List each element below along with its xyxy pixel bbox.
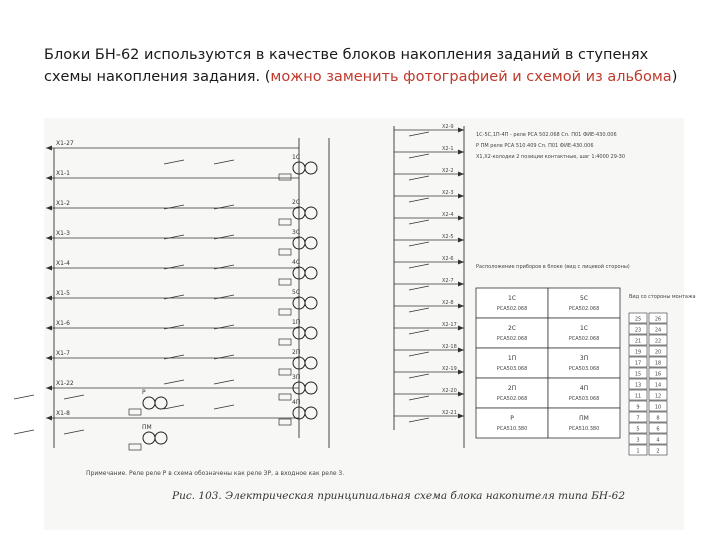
cell-name: 1С bbox=[507, 295, 517, 302]
contact-box bbox=[279, 394, 291, 400]
right-terminal-label: X2-21 bbox=[442, 410, 457, 416]
wire-arrow bbox=[458, 370, 464, 375]
pin-label: 16 bbox=[654, 371, 662, 378]
pin-label: 4 bbox=[656, 437, 660, 444]
pin-label: 20 bbox=[654, 349, 662, 356]
wire-arrow bbox=[458, 304, 464, 309]
wire-arrow bbox=[458, 150, 464, 155]
contact bbox=[164, 380, 184, 384]
relay-label: 5С bbox=[292, 289, 301, 296]
figure-remark: Примечание. Реле реле Р в схема обозначены как реле ЗР, а входное как реле 3. bbox=[86, 470, 345, 477]
contact-box bbox=[279, 279, 291, 285]
wire-arrow bbox=[458, 282, 464, 287]
contact bbox=[64, 395, 84, 399]
pin-label: 21 bbox=[634, 338, 642, 345]
wire-arrow bbox=[46, 146, 52, 151]
contact bbox=[214, 380, 234, 384]
right-terminal-label: X2-6 bbox=[442, 256, 454, 262]
legend-line: X1,X2-колодки 2 позиции контактные, шаг 1:4000 29-30 bbox=[476, 154, 626, 160]
wire-arrow bbox=[46, 296, 52, 301]
pin-label: 10 bbox=[654, 404, 662, 411]
figure-caption: Рис. 103. Электрическая принципиальная схема блока накопителя типа БН-62 bbox=[172, 490, 625, 502]
cell-name: 1П bbox=[507, 355, 517, 362]
relay-label: 4С bbox=[292, 259, 301, 266]
relay-coil bbox=[305, 382, 317, 394]
table-cell bbox=[476, 348, 548, 378]
contact bbox=[14, 395, 34, 399]
right-terminal-label: X2-8 bbox=[442, 300, 454, 306]
wire-arrow bbox=[46, 176, 52, 181]
pin-label: 23 bbox=[634, 327, 642, 334]
cell-name: Р bbox=[510, 415, 514, 422]
cell-name: 2П bbox=[507, 385, 517, 392]
table-cell bbox=[548, 318, 620, 348]
wire-arrow bbox=[46, 236, 52, 241]
legend-line: 1С-5С,1П-4П - реле РСА 502.068 Сп. П01 ФИЕ-430.006 bbox=[476, 132, 617, 138]
relay-coil bbox=[143, 397, 155, 409]
schematic-drawing bbox=[44, 118, 696, 530]
legend-line: Р ПМ реле РСА 510.409 Сп. П01 ФИЕ-430.006 bbox=[476, 143, 594, 149]
contact bbox=[409, 418, 429, 422]
table-cell bbox=[476, 408, 548, 438]
pin-label: 7 bbox=[636, 415, 640, 422]
pin-label: 17 bbox=[634, 360, 642, 367]
pin-label: 15 bbox=[634, 371, 642, 378]
table-cell bbox=[548, 288, 620, 318]
table-cell bbox=[476, 378, 548, 408]
contact bbox=[164, 405, 184, 409]
pin-label: 18 bbox=[654, 360, 662, 367]
pin-label: 5 bbox=[636, 426, 640, 433]
cell-spec: РСА502.068 bbox=[496, 306, 528, 312]
relay-coil bbox=[305, 162, 317, 174]
relay-coil bbox=[305, 267, 317, 279]
heading-note: можно заменить фотографией и схемой из альбома bbox=[270, 69, 672, 85]
side-label: Вид со стороны монтажа bbox=[629, 294, 696, 300]
pin-label: 22 bbox=[654, 338, 662, 345]
contact bbox=[409, 396, 429, 400]
cell-spec: РСА503.068 bbox=[568, 366, 600, 372]
left-terminal-label: X1-27 bbox=[56, 140, 74, 147]
cell-name: ПМ bbox=[579, 415, 589, 422]
wire-arrow bbox=[458, 260, 464, 265]
table-cell bbox=[476, 318, 548, 348]
pin-label: 26 bbox=[654, 316, 662, 323]
contact bbox=[409, 308, 429, 312]
relay-coil bbox=[305, 327, 317, 339]
relay-label: 3С bbox=[292, 229, 301, 236]
table-cell bbox=[476, 288, 548, 318]
table-cell bbox=[548, 408, 620, 438]
right-terminal-label: X2-7 bbox=[442, 278, 454, 284]
left-terminal-label: X1-22 bbox=[56, 380, 74, 387]
wire-arrow bbox=[46, 326, 52, 331]
contact bbox=[409, 352, 429, 356]
wire-arrow bbox=[458, 194, 464, 199]
left-terminal-label: X1-3 bbox=[56, 230, 70, 237]
pin-label: 11 bbox=[634, 393, 642, 400]
table-title: Расположение приборов в блоке (вид с лицевой стороны) bbox=[476, 264, 630, 270]
contact-box bbox=[129, 409, 141, 415]
contact bbox=[409, 176, 429, 180]
pin-label: 6 bbox=[656, 426, 660, 433]
relay-coil bbox=[143, 432, 155, 444]
pin-label: 19 bbox=[634, 349, 642, 356]
pin-label: 9 bbox=[636, 404, 640, 411]
contact bbox=[214, 160, 234, 164]
left-terminal-label: X1-5 bbox=[56, 290, 70, 297]
left-terminal-label: X1-2 bbox=[56, 200, 70, 207]
pin-label: 2 bbox=[656, 448, 660, 455]
right-terminal-label: X2-3 bbox=[442, 190, 454, 196]
right-terminal-label: X2-1 bbox=[442, 146, 454, 152]
slide-heading bbox=[44, 44, 684, 88]
pin-label: 24 bbox=[654, 327, 662, 334]
cell-spec: РСА503.068 bbox=[496, 366, 528, 372]
relay-coil bbox=[305, 407, 317, 419]
table-cell bbox=[548, 378, 620, 408]
heading-close: ) bbox=[671, 69, 678, 85]
right-terminal-label: X2-9 bbox=[442, 124, 454, 130]
relay-label: ПМ bbox=[142, 424, 152, 431]
right-terminal-label: X2-20 bbox=[442, 388, 457, 394]
relay-label: 1С bbox=[292, 154, 301, 161]
wire-arrow bbox=[46, 416, 52, 421]
schematic-scan bbox=[44, 118, 696, 530]
relay-coil bbox=[305, 207, 317, 219]
right-terminal-label: X2-18 bbox=[442, 344, 457, 350]
left-terminal-label: X1-1 bbox=[56, 170, 70, 177]
pin-label: 25 bbox=[634, 316, 642, 323]
pin-label: 3 bbox=[636, 437, 640, 444]
pin-label: 13 bbox=[634, 382, 642, 389]
left-terminal-label: X1-8 bbox=[56, 410, 70, 417]
relay-coil bbox=[155, 432, 167, 444]
wire-arrow bbox=[46, 206, 52, 211]
right-terminal-label: X2-4 bbox=[442, 212, 454, 218]
cell-name: 3П bbox=[579, 355, 589, 362]
cell-name: 5С bbox=[579, 295, 589, 302]
wire-arrow bbox=[458, 348, 464, 353]
contact bbox=[409, 264, 429, 268]
pin-label: 1 bbox=[636, 448, 640, 455]
cell-spec: РСА503.068 bbox=[568, 396, 600, 402]
contact-box bbox=[279, 219, 291, 225]
relay-coil bbox=[305, 357, 317, 369]
right-terminal-label: X2-2 bbox=[442, 168, 454, 174]
wire-arrow bbox=[458, 326, 464, 331]
wire-arrow bbox=[458, 392, 464, 397]
cell-name: 1С bbox=[579, 325, 589, 332]
contact bbox=[409, 242, 429, 246]
table-cell bbox=[548, 348, 620, 378]
wire-arrow bbox=[46, 386, 52, 391]
left-terminal-label: X1-6 bbox=[56, 320, 70, 327]
relay-coil bbox=[305, 237, 317, 249]
contact-box bbox=[279, 174, 291, 180]
cell-spec: РСА502.068 bbox=[568, 336, 600, 342]
pin-label: 8 bbox=[656, 415, 660, 422]
cell-spec: РСА502.068 bbox=[496, 396, 528, 402]
contact bbox=[409, 220, 429, 224]
contact bbox=[409, 132, 429, 136]
relay-coil bbox=[155, 397, 167, 409]
wire-arrow bbox=[46, 266, 52, 271]
relay-label: 4П bbox=[292, 399, 301, 406]
right-terminal-label: X2-17 bbox=[442, 322, 457, 328]
cell-spec: РСА510.380 bbox=[496, 426, 528, 432]
pin-label: 12 bbox=[654, 393, 662, 400]
contact bbox=[64, 430, 84, 434]
wire-arrow bbox=[46, 356, 52, 361]
relay-label: 1П bbox=[292, 319, 301, 326]
contact bbox=[409, 154, 429, 158]
contact-box bbox=[279, 419, 291, 425]
wire-arrow bbox=[458, 414, 464, 419]
wire-arrow bbox=[458, 216, 464, 221]
contact bbox=[409, 374, 429, 378]
cell-name: 4П bbox=[579, 385, 589, 392]
heading-text: Блоки БН-62 используются в качестве блоков накопления заданий в ступенях схемы накопления задания. ( bbox=[44, 47, 649, 85]
pin-label: 14 bbox=[654, 382, 662, 389]
cell-spec: РСА502.068 bbox=[496, 336, 528, 342]
contact bbox=[409, 330, 429, 334]
contact bbox=[14, 430, 34, 434]
contact-box bbox=[279, 339, 291, 345]
relay-label: Р bbox=[142, 389, 146, 396]
relay-label: 3П bbox=[292, 374, 301, 381]
right-terminal-label: X2-19 bbox=[442, 366, 457, 372]
contact-box bbox=[279, 249, 291, 255]
cell-spec: РСА502.068 bbox=[568, 306, 600, 312]
wire-arrow bbox=[458, 128, 464, 133]
contact bbox=[214, 405, 234, 409]
wire-arrow bbox=[458, 172, 464, 177]
relay-label: 2С bbox=[292, 199, 301, 206]
contact bbox=[409, 198, 429, 202]
relay-label: 2П bbox=[292, 349, 301, 356]
relay-coil bbox=[305, 297, 317, 309]
contact bbox=[409, 286, 429, 290]
wire-arrow bbox=[458, 238, 464, 243]
cell-name: 2С bbox=[507, 325, 517, 332]
right-terminal-label: X2-5 bbox=[442, 234, 454, 240]
contact-box bbox=[279, 369, 291, 375]
left-terminal-label: X1-7 bbox=[56, 350, 70, 357]
left-terminal-label: X1-4 bbox=[56, 260, 70, 267]
contact-box bbox=[279, 309, 291, 315]
contact-box bbox=[129, 444, 141, 450]
cell-spec: РСА510.380 bbox=[568, 426, 600, 432]
contact bbox=[164, 160, 184, 164]
